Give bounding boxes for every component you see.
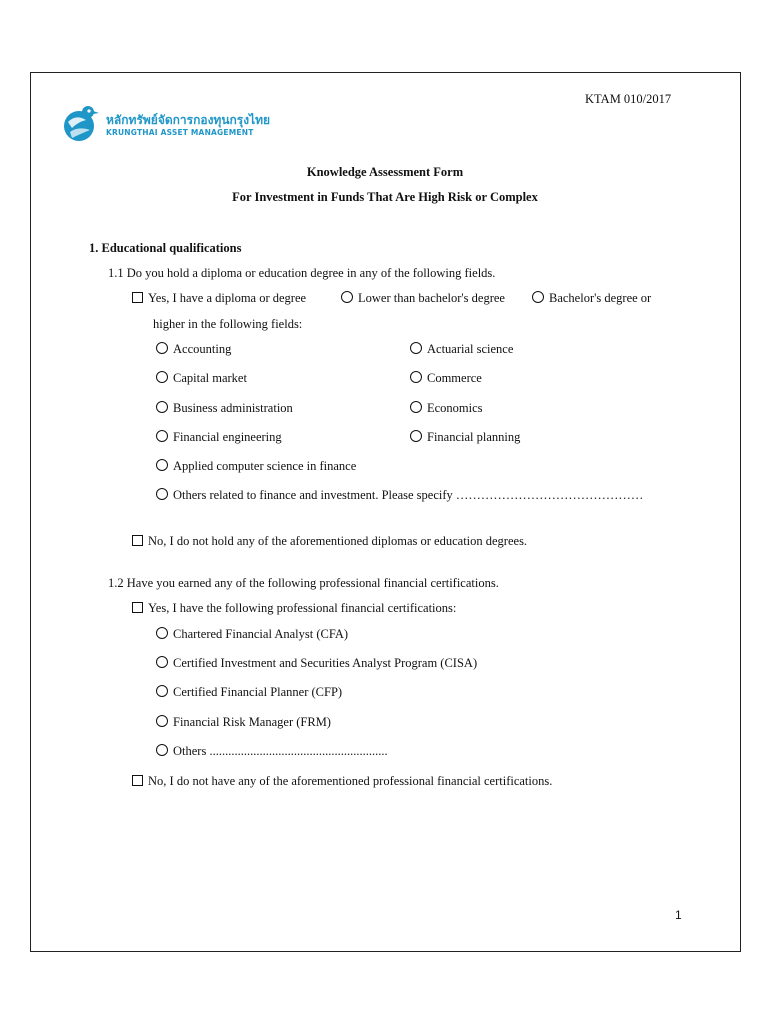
lower-bachelor-radio[interactable] (341, 291, 353, 303)
financial-engineering-radio[interactable] (156, 430, 168, 442)
financial-planning-radio[interactable] (410, 430, 422, 442)
question-1-1: 1.1 Do you hold a diploma or education degree in any of the following fields. (108, 266, 496, 280)
field-capital-market[interactable]: Capital market (156, 371, 247, 385)
cisa-radio[interactable] (156, 656, 168, 668)
form-title: Knowledge Assessment Form (306, 165, 464, 179)
frm-radio[interactable] (156, 715, 168, 727)
page-number: 1 (675, 908, 682, 922)
option-bachelor-higher[interactable]: Bachelor's degree or (532, 291, 651, 305)
business-admin-radio[interactable] (156, 401, 168, 413)
field-economics[interactable]: Economics (410, 401, 483, 415)
option-yes-diploma[interactable]: Yes, I have a diploma or degree (132, 291, 306, 305)
option-lower-bachelor[interactable]: Lower than bachelor's degree (341, 291, 505, 305)
page-border (30, 72, 741, 952)
document-code: KTAM 010/2017 (585, 92, 672, 106)
accounting-radio[interactable] (156, 342, 168, 354)
applied-cs-radio[interactable] (156, 459, 168, 471)
field-actuarial[interactable]: Actuarial science (410, 342, 513, 356)
cert-frm[interactable]: Financial Risk Manager (FRM) (156, 715, 331, 729)
form-subtitle: For Investment in Funds That Are High Risk or Complex (232, 190, 538, 204)
yes-diploma-checkbox[interactable] (132, 292, 143, 303)
fields-intro: higher in the following fields: (153, 317, 303, 331)
section-heading: 1. Educational qualifications (89, 241, 242, 255)
cert-others[interactable]: Others ......................................................... (156, 744, 388, 758)
yes-certification-checkbox[interactable] (132, 602, 143, 613)
others-field-radio[interactable] (156, 488, 168, 500)
field-others[interactable]: Others related to finance and investment. Please specify ……………………………………… (156, 488, 643, 502)
cfp-radio[interactable] (156, 685, 168, 697)
option-no-certification[interactable]: No, I do not have any of the aforementioned professional financial certifications. (132, 774, 552, 788)
logo-english-text: KRUNGTHAI ASSET MANAGEMENT (106, 128, 254, 137)
logo-thai-text: หลักทรัพย์จัดการกองทุนกรุงไทย (106, 113, 271, 127)
no-certification-checkbox[interactable] (132, 775, 143, 786)
field-accounting[interactable]: Accounting (156, 342, 231, 356)
cert-cfp[interactable]: Certified Financial Planner (CFP) (156, 685, 342, 699)
field-business-admin[interactable]: Business administration (156, 401, 293, 415)
bachelor-higher-radio[interactable] (532, 291, 544, 303)
cert-cfa[interactable]: Chartered Financial Analyst (CFA) (156, 627, 348, 641)
no-diploma-checkbox[interactable] (132, 535, 143, 546)
question-1-2: 1.2 Have you earned any of the following professional financial certifications. (108, 576, 499, 590)
field-applied-cs[interactable]: Applied computer science in finance (156, 459, 356, 473)
others-cert-radio[interactable] (156, 744, 168, 756)
bird-logo-icon (62, 104, 100, 144)
cert-cisa[interactable]: Certified Investment and Securities Analyst Program (CISA) (156, 656, 477, 670)
actuarial-radio[interactable] (410, 342, 422, 354)
option-no-diploma[interactable]: No, I do not hold any of the aforementioned diplomas or education degrees. (132, 534, 527, 548)
capital-market-radio[interactable] (156, 371, 168, 383)
cfa-radio[interactable] (156, 627, 168, 639)
field-financial-planning[interactable]: Financial planning (410, 430, 520, 444)
company-logo (62, 104, 282, 144)
field-financial-engineering[interactable]: Financial engineering (156, 430, 282, 444)
field-commerce[interactable]: Commerce (410, 371, 482, 385)
commerce-radio[interactable] (410, 371, 422, 383)
economics-radio[interactable] (410, 401, 422, 413)
option-yes-certification[interactable]: Yes, I have the following professional financial certifications: (132, 601, 456, 615)
